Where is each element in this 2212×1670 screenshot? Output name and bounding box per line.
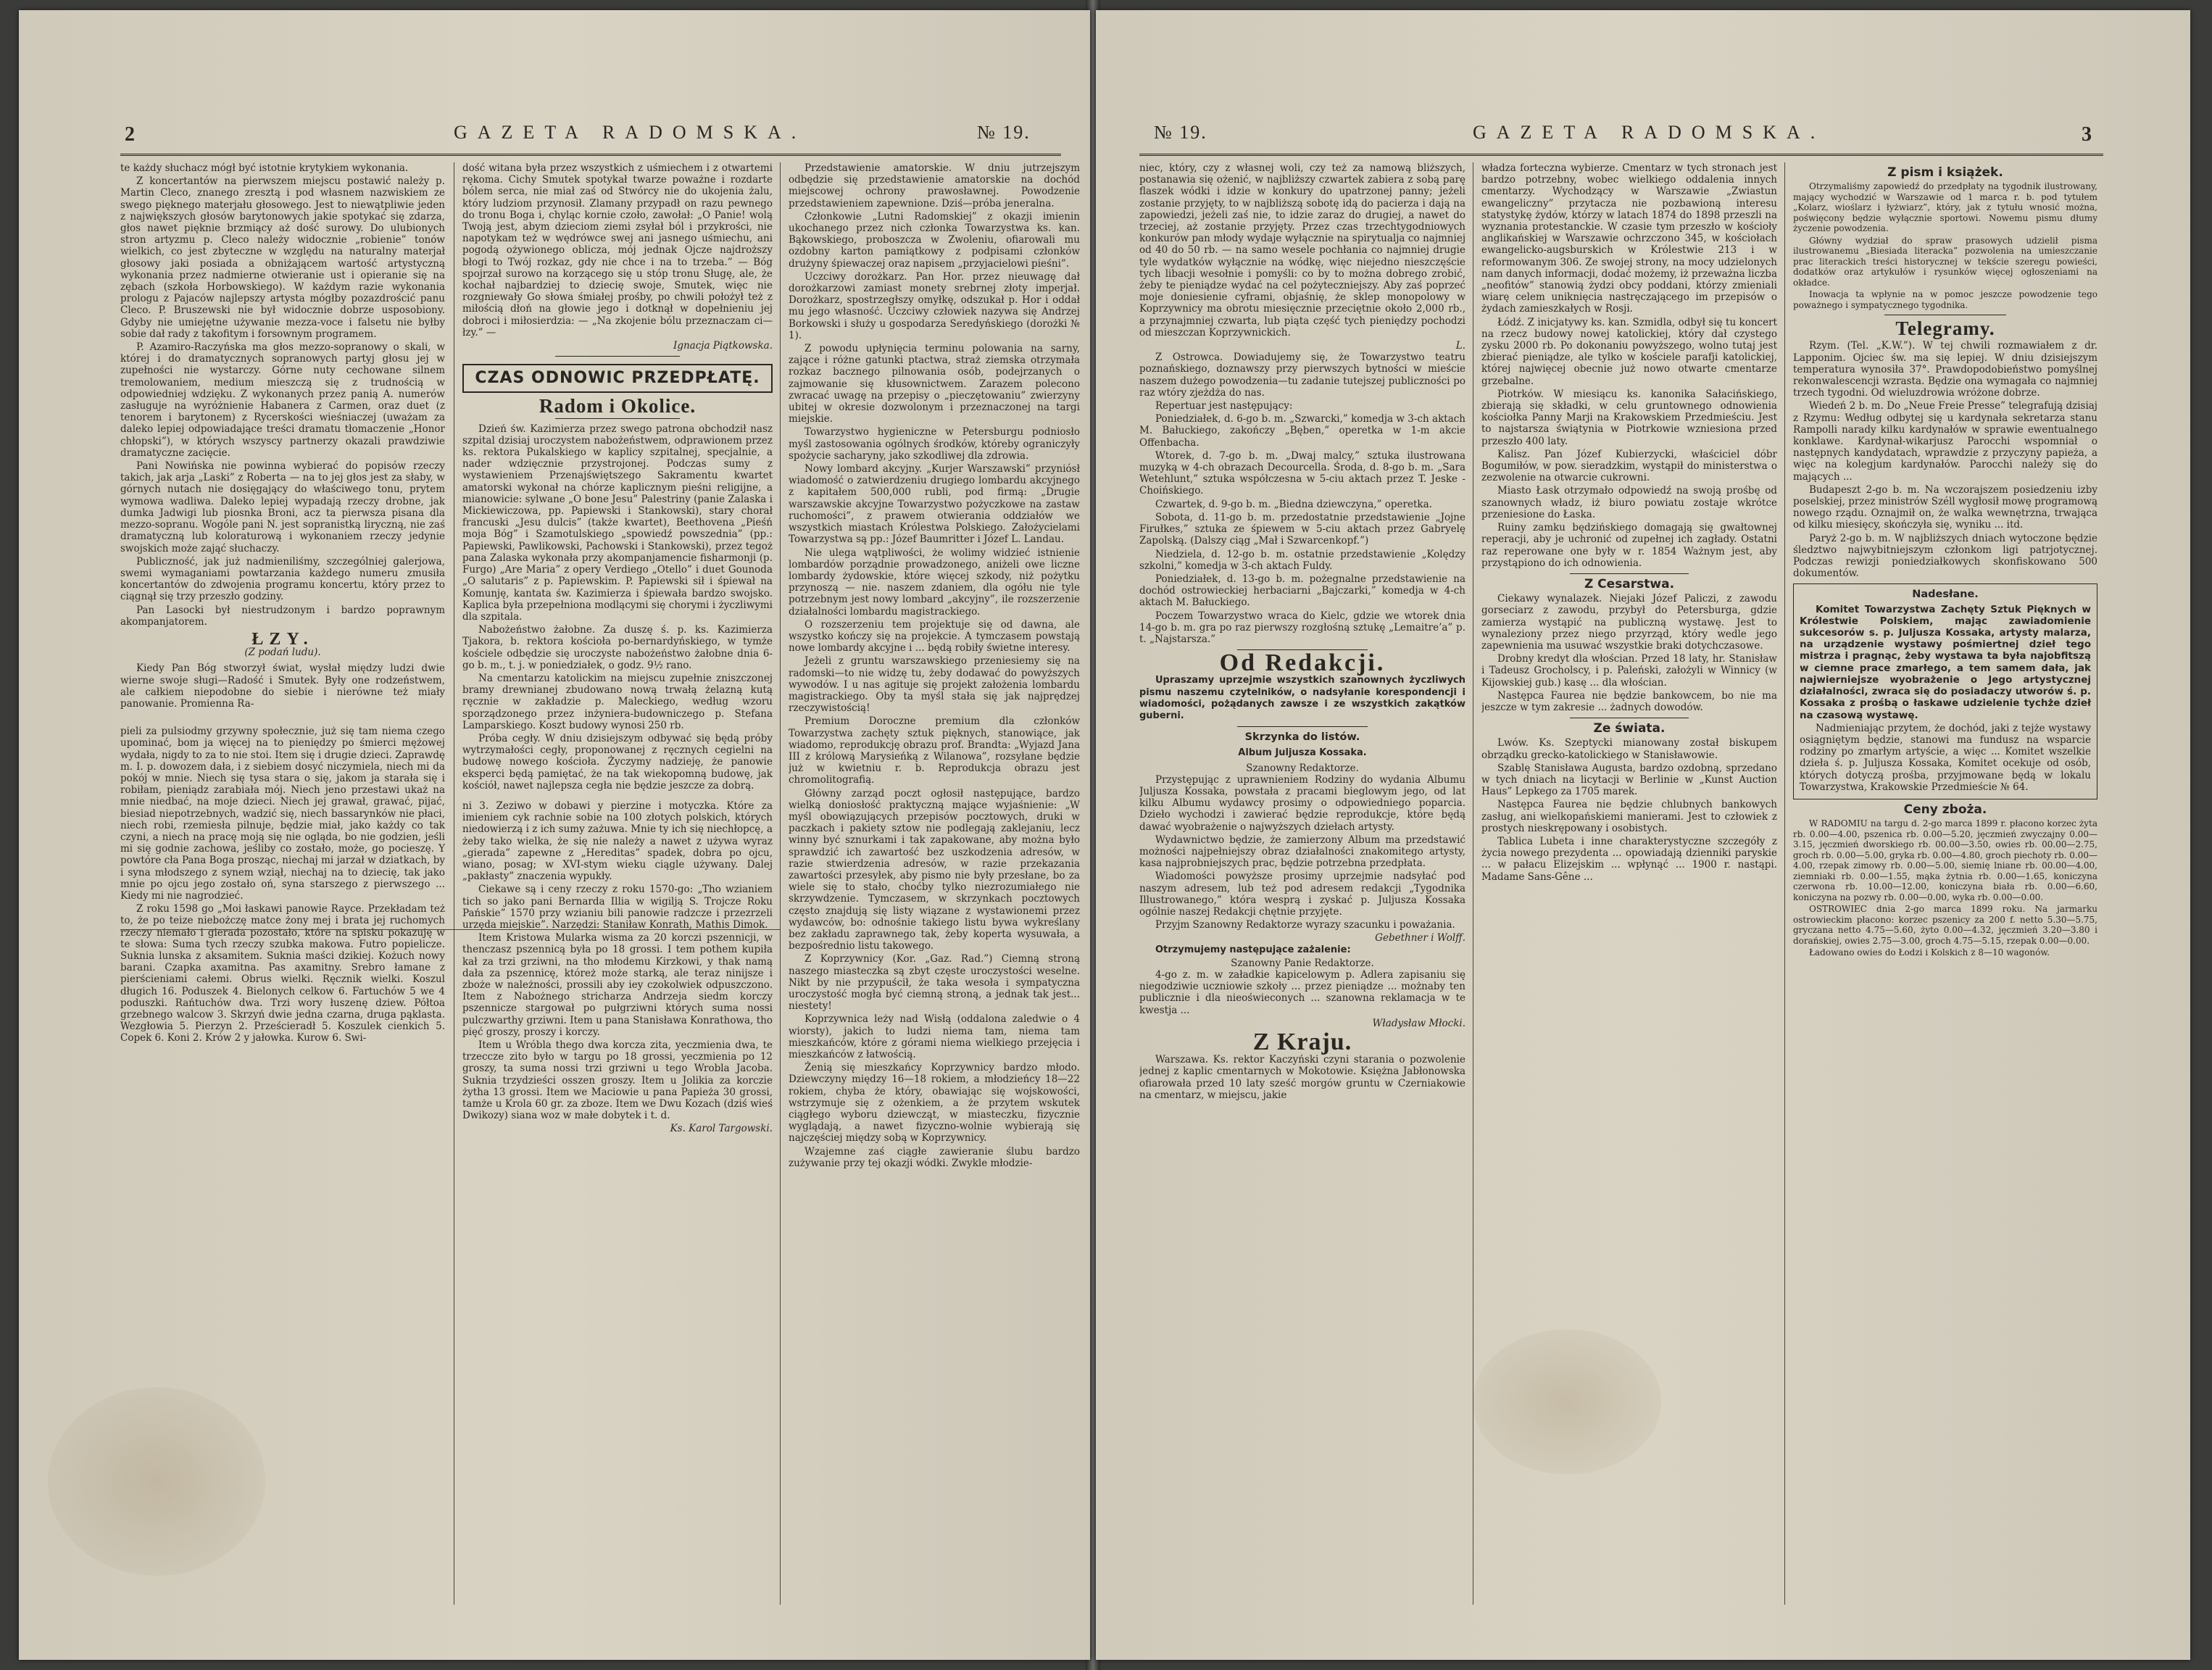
masthead-title: GAZETA RADOMSKA. (1473, 122, 1826, 143)
paragraph: niec, który, czy z własnej woli, czy też za namową bliższych, postanawia się ożenić, w najbliższy czwartek zabiera z sobą parę flaszek wódki i idzie w konkury do upatrzonej panny; jeżeli zostanie przyjęty, to w najbliższą sobotę idą do pacierza i dają na zapowiedzi, jeżeli zaś nie, to idzie zaraz do drugiej, a nawet do trzeciej, aż zostanie przyjęty. Przez czas trzechtygodniowych konkurów pan młody wydaje wyłącznie na spirytualja co najmniej od 40 do 50 rb. — na samo wesele pochłania co najmniej drugie tyle wydatków wyłącznie na wódkę, więc niejedno nieszczęście tych libacji wesołnie i pomyśli: co by to można dobrego zrobić, żeby te pieniądze wydać na cel pożyteczniejszy. Aby zaś poprzeć moje doniesienie cyframi, objaśnię, że sklep monopolowy w Koprzywnicy ma obrotu miesięcznie przeciętnie około 2,000 rb., a przynajmniej czwarta, lub piąta część tych pieniędzy pochodzi od mieszczan Koprzywnickich. (1139, 162, 1465, 338)
poem-subtitle: (Z podań ludu). (244, 647, 321, 659)
column-3 (1793, 162, 2097, 1605)
paragraph: Główny zarząd poczt ogłosił następujące, bardzo wielką doniosłość praktyczną mające wyjaśnienie: „W myśl obowiązujących przepisów pocztowych, druki w paczkach i pakiety sztow nie podlegają zaklejaniu, lecz winny być sznurkami i tak zapakowane, aby można było sprawdzić ich zawartość bez uszkodzenia adresów, w razie stwierdzenia adresów, w razie przekazania zawartości przesyłek, aby pismo nie były przesłane, bo za wiele się to stało, choćby tylko niezrozumiałego nie skrzywdzenie. Tymczasem, w skrzynkach pocztowych często znajdują się listy wiązane z wystawionemi przez wydawców, bo: odnośnie takiego listu bywa wykreślany bez zakładu zaprawnego tak, żeby koperta wysuwała, a bezpośrednio listu takowego. (789, 787, 1080, 952)
paragraph: 4-go z. m. w załadkie kapicelowym p. Adlera zapisaniu się niegodziwie uczniowie szkoły ... przez pieniądze ... możnaby ten publicznie i dla nieoświeconych ... szanowna reklamacja w te kwestja ... (1139, 969, 1465, 1016)
paragraph: Sobota, d. 11-go b. m. przedostatnie przedstawienie „Jojne Firułkes,” sztuka ze śpiewem w 5-ciu aktach przez Gabryelę Zapolską. (Dalszy ciąg „Mał i Szwarcenkopf.”) (1139, 511, 1465, 547)
paragraph: Otrzymaliśmy zapowiedź do przedpłaty na tygodnik ilustrowany, mający wychodzić w Warszawie od 1 marca r. b. pod tytułem „Kolarz, wioślarz i łyżwiarz”, który, jak z tytułu wnosić można, poświęcony będzie wyłącznie sportowi. Nowemu pismu dłumy życzenie powodzenia. (1793, 181, 2097, 234)
header-rule (120, 154, 1061, 156)
paragraph: O rozszerzeniu tem projektuje się od dawna, ale wszystko kończy się na projekcie. A tymczasem powstają nowe lombardy akcyjne i ... będą robiły świetne interesy. (789, 618, 1080, 655)
paragraph: Wiadomości powyższe prosimy uprzejmie nadsyłać pod naszym adresem, lub też pod adresem redakcji „Tygodnika Illustrowanego,” która wesprą i zyskać p. Juljusza Kossaka ogólnie naszej Redakcji chętnie przyjęte. (1139, 871, 1465, 918)
paragraph: Dzień św. Kazimierza przez swego patrona obchodził nasz szpital dzisiaj uroczystem nabożeństwem, odprawionem przez ks. rektora Pukalskiego w kaplicy szpitalnej, specjalnie, a nader wdzięcznie przystrojonej. Podczas sumy z wystawieniem Przenajświętszego Sakramentu kwartet amatorski wykonał na chórze kaplicznym pieśni religijne, a mianowicie: sylwane „O bone Jesu” Palestriny (panie Zalaska i Mickiewiczowa, pp. Papiewski i Stankowski), stary chorał francuski „Jesu dulcis” (także kwartet), Beethovena „Pieśń moja Bóg” i Szamotulskiego „spowiedź powszednia” (pp.: Papiewski, Pawlikowski, Pachowski i Stankowski), przez tegoż pana Zalaska wykonała przy akompanjamencie fisharmonji (p. Furgo) „Are Maria” z opery Verdiego „Otello” i duet Gounoda „O salutaris” z p. Papiewskim. P. Papiewski sił i śpiewał na Komunję, kantata św. Kazimierza i śpiewała bardzo swojsko. Kaplica była przepełniona modlącymi się chorymi i życzliwymi dla szpitala. (462, 423, 773, 623)
section-title: Radom i Okolice. (539, 395, 697, 418)
header-rule (1139, 154, 2103, 156)
paragraph: Kalisz. Pan Józef Kubierzycki, właściciel dóbr Bogumiłów, w pow. sieradzkim, wystąpił do ministerstwa o zezwolenie na otwarcie cukrowni. (1481, 448, 1777, 484)
signature: L. (1455, 340, 1465, 352)
paragraph: Ciekawy wynalazek. Niejaki Józef Paliczi, z zawodu gorseciarz z zawodu, przybył do Petersburga, gdzie zamierza wystąpić na publiczną wystawę. Jest to wynaleziony przez niego przyrząd, który wedle jego zapewnienia ma usuwać wszystkie braki dotychczasowe. (1481, 593, 1777, 652)
issue-number: № 19. (1154, 122, 1207, 143)
salutation: Szanowny Panie Redaktorze. (1231, 957, 1374, 969)
paragraph: Premium Doroczne premium dla członków Towarzystwa zachęty sztuk pięknych, stanowiące, jak wiadomo, reprodukcję obrazu prof. Brandta: „Wyjazd Jana III z królową Marysieńką z Wilanowa”, rozsyłane będzie już w kwietniu r. b. Reprodukcja obrazu jest chromolitografią. (789, 715, 1080, 786)
paragraph: Nie ulega wątpliwości, że wolimy widzieć istnienie lombardów porządnie prowadzonego, aniżeli owe liczne lombardy żydowskie, które więcej szkody, niż pożytku przynoszą — nie. naszem zdaniem, dla ogółu nie tyle potrzebnym jest nowy lombard „akcyjny”, ile rozszerzenie działalności lombardu magistrackiego. (789, 547, 1080, 618)
grain-prices: W RADOMIU na targu d. 2-go marca 1899 r. płacono korzec żyta rb. 0.00—4.00, pszenica rb. 0.00—5.20, jęczmień zwyczajny 0.00—3.15, jęczmień dworskiego rb. 00.00—3.50, owies rb. 00.00—2.75, groch rb. 0.00—5.00, gryka rb. 0.00—4.80, groch piechoty rb. 0.00—4.00, rzepak zimowy rb. 0.00—5.00, siemię lniane rb. 00.00—4.00, ziemniaki rb. 0.00—1.55, mąka żytnia rb. 0.00—1.65, koniczyna czerwona rb. 10.00—12.00, koniczyna biała rb. 0.00—6.60, koniczyna na pozwy rb. 0.00—0.00, wyka rb. 0.00—0.00. (1793, 818, 2097, 902)
paragraph: Piotrków. W miesiącu ks. kanonika Sałacińskiego, zbierają się składki, w celu gruntownego odnowienia kościołka Panny Marji na Krakowskiem Przedmieściu. Jest to najstarsza świątynia w Piotrkowie wzniesiona przed przeszło 400 laty. (1481, 388, 1777, 447)
section-title: Z pism i książek. (1887, 165, 2003, 180)
paragraph: Z Koprzywnicy (Kor. „Gaz. Rad.”) Ciemną stroną naszego miasteczka są zbyt częste uroczystości weselne. Nikt by nie przypuścił, że taka wesoła i sympatyczna uroczystość mogła być ciemną stroną, a jednak tak jest... niestety! (789, 953, 1080, 1013)
column-1 (1139, 162, 1465, 1605)
paragraph: Item u Wróbla thego dwa korcza zita, yeczmienia dwa, te trzeccze zito było w targu po 18 grossi, yeczmienia po 12 groszy, ta suma nossi trzi grziwni u tego Wrobla Jacoba. Suknia trzydzieści osszen groszy. Item u Jolikia za korczie żytha 13 grossi. Item we Maciowie u pana Papieża 30 grossi, tamże u Krola 60 gr. za zboze. Item we Dwu Kozach (dziś wieś Dwikozy) siana woz w małe dobytek i t. d. (462, 1039, 773, 1122)
paragraph: Nowy lombard akcyjny. „Kurjer Warszawski” przyniósł wiadomość o zatwierdzeniu drugiego lombardu akcyjnego z kapitałem 500,000 rubli, pod firmą: „Drugie warszawskie akcyjne Towarzystwo pożyczkowe na zastaw ruchomości”, z prawem otwierania oddziałów we wszystkich miastach Królestwa Polskiego. Założycielami Towarzystwa są pp.: Józef Baumritter i Józef L. Landau. (789, 463, 1080, 546)
paragraph: Główny wydział do spraw prasowych udzielił pisma ilustrowanemu „Biesiada literacka” pozwolenia na umieszczanie prac literackich treści historycznej w tekście szeregu powieści, dodatków oraz artykułów i rysunków więcej ogłoszeniami na okładce. (1793, 235, 2097, 288)
column-1 (120, 162, 445, 1605)
page-header (1096, 119, 2190, 151)
mailbox-title: Skrzynka do listów. (1244, 731, 1360, 744)
issue-number: № 19. (977, 122, 1031, 143)
paragraph: Pan Lasocki był niestrudzonym i bardzo poprawnym akompanjatorem. (120, 604, 445, 628)
page-number: 2 (125, 123, 135, 146)
paragraph: Kiedy Pan Bóg stworzył świat, wysłał między ludzi dwie wierne swoje sługi—Radość i Smutek. Były one rodzeństwem, ale całkiem niepodobne do siebie i nierówne też miały panowanie. Promienna Ra- (120, 662, 445, 710)
paragraph: Inowacja ta wpłynie na w pomoc jeszcze powodzenie tego poważnego i sympatycznego tygodnika. (1793, 289, 2097, 310)
paragraph: Z powodu upłynięcia terminu polowania na sarny, zające i różne gatunki ptactwa, straż ziemska otrzymała rozkaz bacznego pilnowania osób, podejrzanych o zajmowanie się kłusownictwem. Zarazem polecono zwracać uwagę na przepisy o „pieczętowaniu” zwierzyny ubitej w okresie dozwolonym i przeznaczonej na targi miejskie. (789, 343, 1080, 425)
paragraph: Z Ostrowca. Dowiadujemy się, że Towarzystwo teatru poznańskiego, doznawszy przy pierwszych bytności w mieście naszem dużego powodzenia—tu zadanie tutejszej publiczności po raz wtóry zjeżdża do nas. (1139, 352, 1465, 399)
paragraph: Na cmentarzu katolickim na miejscu zupełnie zniszczonej bramy drewnianej zbudowano nową trwałą żelazną kutą ręcznie w zakładzie p. Maleckiego, według wzoru sporządzonego przez inżyniera-budowniczego p. Stefana Lamparskiego. Koszt budowy wynosi 250 rb. (462, 672, 773, 731)
section-title: Telegramy. (1895, 317, 1995, 340)
paragraph: Otrzymujemy następujące zażalenie: (1155, 944, 1351, 955)
paragraph: Niedziela, d. 12-go b. m. ostatnie przedstawienie „Kolędzy szkolni,” komedja w 3-ch aktach Fuldy. (1139, 548, 1465, 572)
section-title: Z Kraju. (1252, 1029, 1352, 1056)
paragraph: Ciekawe są i ceny rzeczy z roku 1570-go: „Tho wzianiem tich so jako pani Bernarda Illia w wigilją S. Trojcze Roku Pańskie” 1570 przy wzianiu bili panowie radzcze i przezrzeli urzęda miejskie”. Narzędzi: Staniław Konrath, Mathis Dimok. (462, 884, 773, 931)
paragraph: Komitet Towarzystwa Zachęty Sztuk Pięknych w Królestwie Polskiem, mając zawiadomienie sukcesorów s. p. Juljusza Kossaka, artysty malarza, na urządzenie wystawy pośmiertnej dzieł tego mistrza i pragnąc, żeby wystawa ta była najobfitszą w ciemne prace zmarłego, a tem samem dała, jak najwierniejsze wyobrażenie o Jego artystycznej działalności, zwraca się do posiadaczy utworów ś. p. Kossaka z prośbą o łaskawe udzielenie tychże dzieł na czasową wystawę. (1800, 603, 2091, 721)
paragraph: Miasto Łask otrzymało odpowiedź na swoją prośbę od szanownych władz, iż biuro powiatu zostaje wkrótce przeniesione do Łaska. (1481, 485, 1777, 520)
column-divider (1784, 162, 1785, 1605)
paragraph: Z koncertantów na pierwszem miejscu postawić należy p. Martin Cleco, znanego zresztą i pod własnem nazwiskiem ze swego pięknego materjału głosowego. Jest to niewątpliwie jeden z największych głosów barytonowych jakie spotykać się zdarza, głos nawet pięknie brzmiący aż dość surowy. Do ulubionych stron artyzmu p. Cleco należy widocznie „robienie” tonów wielkich, co jest zbyteczne w względu na naturalny materjał głosowy jaki posiada a obniżającem wartość artystyczną wykonania przez nadmierne otwieranie ust i opieranie się na zębach (szkoła Horbowskiego). W każdym razie wykonania prologu z Pajaców najlepszy artysta mógłby pozazdrościć panu Cleco. P. Bruszewski nie był widocznie dobrze usposobiony. Gdyby nie umiejętne używanie mezza-voce i falsetu nie byłby sobie dał rady z takofitym i forsownym programem. (120, 175, 445, 340)
divider (555, 418, 679, 419)
paragraph: dość witana była przez wszystkich z uśmiechem i z otwartemi rękoma. Cichy Smutek spotykał twarze poważne i rozdarte bólem serca, nie miał zaś od Stwórcy nie do ukojenia żalu, który ludziom przynosił. Zlamany przypadł on razu pewnego do tronu Boga i, chyląc kornie czoło, zawołał: „O Panie! wolą Twoją jest, abym dzieciom ziemi zsyłał ból i przykrości, nie napotykam też w wędrówce swej ani jasnego uśmiechu, ani pogodą ożywionego oblicza, mój jednak Ojcze najdroższy błogi to Twój rozkaz, gdy nie chce i na to trzeba.” — Bóg spojrzał surowo na korzącego się u stóp tronu Sługę, ale, że kochał najbardziej to dziecię swoje, Smutek, więc nie rozgniewały Go słowa śmiałej prośby, po chwili położył też z miłością dłoń na głowie jego i dotknął w dopełnieniu jej dobroci i miłosierdzia: — „Na zkojenie bólu przeznaczam ci—łzy.” — (462, 162, 773, 338)
paragraph: Szablę Stanisława Augusta, bardzo ozdobną, sprzedano w tych dniach na licytacji w Berlinie w „Kunst Auction Haus” Lepkego za 1705 marek. (1481, 762, 1777, 798)
signature: Ks. Karol Targowski. (670, 1123, 773, 1135)
paragraph: Poniedziałek, d. 13-go b. m. pożegnalne przedstawienie na dochód ostrowieckiej herbaciarni „Bajczarki,” komedja w 4-ch aktach M. Bałuckiego. (1139, 573, 1465, 609)
page-number: 3 (2082, 123, 2092, 146)
paragraph: Następca Faurea nie będzie chlubnych bankowych zasług, ani wielkopańskiemi manierami. Jest to człowiek z prostych nieskrępowany i osobistych. (1481, 799, 1777, 834)
section-title: Ceny zboża. (1903, 802, 1987, 817)
paragraph: Przedstawienie amatorskie. W dniu jutrzejszym odbędzie się przedstawienie amatorskie na dochód miejscowej ochrony prawosławnej. Powodzenie przedstawieniem zapewnione. Dziś—próba jeneralna. (789, 162, 1080, 209)
column-2 (1481, 162, 1777, 1605)
divider (555, 356, 679, 357)
paragraph: te każdy słuchacz mógł być istotnie krytykiem wykonania. (120, 162, 409, 174)
signature: Władysław Młocki. (1372, 1017, 1465, 1029)
section-title: Ze świata. (1593, 721, 1666, 736)
paragraph: Budapeszt 2-go b. m. Na wczorajszem posiedzeniu izby poselskiej, przez ministrów Széll wygłosił mowę programową nowego rządu. Oznajmił on, że walka wewnętrzna, trwająca od kilku miesięcy, skończyła się, wyniku ... itd. (1793, 483, 2097, 531)
subscription-notice: CZAS ODNOWIC PRZEDPŁATĘ. (462, 364, 773, 393)
page-header (19, 119, 1090, 151)
paragraph: Przystępując z uprawnieniem Rodziny do wydania Albumu Juljusza Kossaka, powstała z pracami bieglowym jego, od lat kilku Albumu wydawcy prosimy o odpowiedniego poparcia. Dzieło wychodzi i zawierać będzie reprodukcje, które będą dawać wyobrażenie o najwyższych dziełach artysty. (1139, 773, 1465, 833)
paragraph: Następca Faurea nie będzie bankowcem, bo nie ma jeszcze w tym zakresie ... żadnych dowodów. (1481, 689, 1777, 713)
paragraph: Członkowie „Lutni Radomskiej” z okazji imienin ukochanego przez nich członka Towarzystwa ks. kan. Bąkowskiego, proboszcza w Zwoleniu, ofiarowali mu ozdobny karton pamiątkowy z podpisami członków drużyny śpiewaczej oraz napisem „przyjacielowi pieśni”. (789, 210, 1080, 270)
paragraph: Drobny kredyt dla włościan. Przed 18 laty, hr. Stanisław i Tadeusz Grocholscy, i p. Paleński, założyli w Winnicy (w Kijowskiej gub.) kasę ... dla włościan. (1481, 653, 1777, 689)
paragraph: Pani Nowińska nie powinna wybierać do popisów rzeczy takich, jak arja „Laski” z Roberta — na to jej głos jest za słaby, w górnych nutach nie dosięgający do właściwego tonu, prytem wymowa wadliwa. Daleko lepiej wypadają rzeczy drobne, jak dumka Jadwigi lub piosnka Broni, acz ta pierwsza pisana dla mezzo-sopranu. Wogóle pani N. jest sopranistką liryczną, nie zaś dramatyczną lub koloraturową i wykonaniem rzeczy jedynie swojskich może zająć słuchaczy. (120, 460, 445, 554)
paragraph: Lwów. Ks. Szeptycki mianowany został biskupem obrządku grecko-katolickiego w Stanisławowie. (1481, 737, 1777, 761)
paragraph: pieli za pulsiodmy grzywny społecznie, już się tam niema czego upominać, bom ja więcej na to pieniędzy po śmierci mężowej wydała, nigdy to za to nie stoi. Item się i drugie dzieci. Zaprawdę m. I. p. dowozem dała, i z siebiem dosyć niczymiela, niech mi da pokój w mnie. Niech się tysa stara o się, jakom ja starała się i robiłam, pieniądz zarabiała mój. Niech jeno przestawi ukaż na mnie niedbać, na moje dzieci. Niech jej grawał, grawać, pijać, biesiad niepotrzebnych, wadzić się, niech bassarynków nie płaci, niech robi, rzemiesła pilnuje, będzie miał, jako każdy co tak czyni, a niech na pracę moją się nie ogląda, bo nie godzien, jeśli mi się godnie zachowa, jeśliby co zostało, może, go pocieszę. Y powtóre cła Pana Boga prosząc, niechaj mi jarzał w dziatkach, by i syna młodszego z synem wziął, niechaj na to dziecię, tak jako mnie po ojcu jego zostało oń, syna starszego z pierwszego ... Kiedy mi nie nagrodzieć. (120, 726, 445, 902)
paragraph: Publiczność, jak już nadmieniliśmy, szczególniej galerjowa, swemi wymaganiami powtarzania każdego numeru zmusiła koncertantów do zdwojenia programu koncertu, który przez to ciągnął się trzy przeszło godziny. (120, 555, 445, 603)
signature: Gebethner i Wolff. (1375, 932, 1465, 944)
right-page (1096, 10, 2190, 1660)
paragraph: Żenią się mieszkańcy Koprzywnicy bardzo młodo. Dziewczyny między 16—18 rokiem, a młodzieńcy 18—22 rokiem, chyba że który, obawiając się wojskowości, wstrzymuje się z ożenkiem, a że przytem wskutek ciągłego wyboru dziewcząt, w miasteczku, fizycznie wyglądają, a nawet fizyczno-wolnie wybierają się najczęściej między sobą w Koprzywnicy. (789, 1062, 1080, 1145)
paragraph: Wtorek, d. 7-go b. m. „Dwaj malcy,” sztuka ilustrowana muzyką w 4-ch obrazach Decourcella. Środa, d. 8-go b. m. „Sara Wetehlunt,” sztuka współczesna w 5-ciu aktach przez T. Jeske - Choińskiego. (1139, 449, 1465, 497)
signature: Ignacja Piątkowska. (673, 340, 773, 352)
salutation: Szanowny Redaktorze. (1246, 762, 1359, 774)
paragraph: Poniedziałek, d. 6-go b. m. „Szwarcki,” komedja w 3-ch aktach M. Bałuckiego, zakończy „Bęben,” operetka w 1-m akcie Offenbacha. (1139, 413, 1465, 449)
paragraph: Uczciwy dorożkarz. Pan Hor. przez nieuwagę dał dorożkarzowi zamiast monety srebrnej złoty imperjał. Dorożkarz, spostrzegłszy omyłkę, odszukał p. Hor i oddał mu jego własność. Uczciwy człowiek nazywa się Andrzej Borkowski i służy u gospodarza Seredyńskiego (dorożki № 1). (789, 270, 1080, 341)
paragraph: Wydawnictwo będzie, że zamierzony Album ma przedstawić możności najpełniejszy obraz działalności znakomitego artysty, kasa najprobniejszych prac, będzie potrzebna przedpłata. (1139, 834, 1465, 870)
section-title: Od Redakcji. (1219, 649, 1386, 677)
paragraph: Przyjm Szanowny Redaktorze wyrazy szacunku i poważania. (1155, 919, 1455, 931)
grain-prices: Ładowano owies do Łodzi i Kolskich z 8—10 wagonów. (1809, 947, 2050, 958)
paragraph: Próba cegły. W dniu dzisiejszym odbywać się będą próby wytrzymałości cegły, proponowanej z ręcznych cegielni na budowę nowego kościoła. Życzymy nadzieję, że panowie eksperci będą pamiętać, że na tak wiekopomną budowę, jak kościół, nawet najlepsza cegła nie będzie jeszcze za dobrą. (462, 732, 773, 792)
column-2 (462, 162, 773, 1605)
divider (1237, 726, 1368, 727)
paragraph: Nadmieniając przytem, że dochód, jaki z tejże wystawy osiągniętym będzie, stanowi ma fundusz na wsparcie rodziny po zmarłym artyście, a więc ... Komitet wszelkie dzieła ś. p. Juljusza Kossaka, Komitet ocekuje od osób, których dotyczą prośba, przyjmowane będą w lokalu Towarzystwa, Krakowskie Przedmieście № 64. (1800, 722, 2091, 793)
paragraph: Paryż 2-go b. m. W najbliższych dniach wytoczone będzie śledztwo najwybitniejszym członkom ligi patrjotycznej. Podczas rewizji poniedziałkowych skonfiskowano 500 dokumentów. (1793, 532, 2097, 580)
paragraph: Ruiny zamku będzińskiego domagają się gwałtownej reperacji, aby je uchronić od zupełnej ich zagłady. Ostatni raz reperowane one były w r. 1854 Ważnym jest, aby przystąpiono do ich odnowienia. (1481, 522, 1777, 569)
column-3 (789, 162, 1080, 1605)
paragraph: Czwartek, d. 9-go b. m. „Biedna dziewczyna,” operetka. (1155, 498, 1432, 510)
column-divider (780, 162, 781, 1605)
paragraph: Z roku 1598 go „Moi łaskawi panowie Rayce. Przekładam też to, że po teize niebożczę matce żony mej i brata jej ruchomych rzeczy niemało i gierada pozostało, które na spisku pokazuję w te słowa: Suma tych rzeczy szubka makowa. Futro popielicze. Suknia lunska z aksamitem. Suknia maści dzikiej. Kożuch nowy barani. Czapka axamitna. Pas axamitny. Srebro łamane z pierścieniami całemi. Obrus wielki. Ręcznik wielki. Koszul długich 16. Poduszek 4. Bielonych celkow 6. Fartuchów 5 we 4 poduszki. Rańtuchów dwa. Trzi wory łuszenę dziew. Półtoa grzebnego walcow 3. Skrzyń dwie jedna czarna, druga pąklasta. Wezgłowia 5. Pierzyn 2. Prześcieradł 5. Koszulek cienkich 5. Copek 6. Koni 2. Krów 2 y jałowka. Kurow 6. Swi- (120, 903, 445, 1044)
section-title: Z Cesarstwa. (1584, 576, 1675, 591)
divider (1570, 573, 1688, 574)
mailbox-subtitle: Album Juljusza Kossaka. (1238, 747, 1367, 759)
masthead-title: GAZETA RADOMSKA. (454, 122, 807, 143)
announcement-box (1793, 583, 2097, 799)
paragraph: Jeżeli z gruntu warszawskiego przeniesiemy się na radomski—to nie widzę tu, żeby dodawać do powyższych wywodów. I u nas agituje się projekt założenia lombardu magistrackiego. Oby ta myśl stała się jak najprędzej rzeczywistością! (789, 655, 1080, 715)
paragraph: Nabożeństwo żałobne. Za duszę ś. p. ks. Kazimierza Tjakora, b. rektora kościoła po-bernardyńskiego, w tymże kościele odbędzie się uroczyste nabożeństwo żałobne dnia 6-go b. m., t. j. w poniedziałek, o godz. 9½ rano. (462, 624, 773, 671)
section-title: Nadesłane. (1912, 589, 1979, 601)
paragraph: władza forteczna wybierze. Cmentarz w tych stronach jest bardzo potrzebny, wobec wielkiego oddalenia innych cmentarzy. Wychodzący w Warszawie „Zwiastun ewangeliczny” przytacza nie pozbawioną interesu statystykę żydów, którzy w latach 1874 do 1898 przeszli na wyznania protestanckie. W czasie tym przeszło w kościoły anglikańskiej w Warszawie ochrzczono 345, w kościołach ewangelicko-augsburskich w Królestwie 213 i w reformowanym 306. Ze swojej strony, na mocy udzielonych nam danych informacji, dodać możemy, iż przeważna liczba „neofitów” stanowią żydzi obcy poddani, którzy zmieniali wiarę celem uniknięcia nastręczającego im przepisów o żydach zamieszkałych w Rosji. (1481, 162, 1777, 315)
paragraph: Towarzystwo hygieniczne w Petersburgu podniosło myśl zastosowania ogólnych środków, któreby ograniczyły spożycie sacharyny, jako szkodliwej dla zdrowia. (789, 426, 1080, 462)
paragraph: ni 3. Zeziwo w dobawi y pierzine i motyczka. Które za imieniem cyk rachnie sobie na 100 złotych polskich, których niedowierzą i z ich sumy zażuwa. Mnie ty ich się niechłopcę, a żeby tako wielka, że się nie należy a nawet z używa wyraz „gierada” zapewne z „Hereditas” spadek, dobra po ojcu, wiano, posag; w XVI-stym wieku ciągle używany. Dalej „pakłasty” znaczenia wypukły. (462, 799, 773, 883)
paragraph: Wiedeń 2 b. m. Do „Neue Freie Presse” telegrafują dzisiaj z Rzymu: Według odbytej się u kardynała sekretarza stanu Rampolli narady kilku kardynałów w sprawie ewentualnego konklawe. Kardynał-wikarjusz Parocchi wspomniał o następnych kandydatach, wprawdzie z przyczyny papieża, a więc na kolegjum kardynałów. Parocchi należy się do mających ... (1793, 400, 2097, 483)
left-page (19, 10, 1090, 1660)
poem-title: ŁZY. (251, 629, 314, 649)
paragraph: Item Kristowa Mularka wisma za 20 korczi pszennicji, w thenczasz pszennicą była po 18 grossi. I tem pothem kupiła kał za trzi grziwni, na tho młodemu Kirzkowi, y thak namą dała za pszennicę, któreż może starką, ale teraz ninijsze i zboże w należności, prossili aby iey czokolwiek odpuszczono. Item z Nabożnego stricharza Andrzeja siedm korczy pszennicze stargował po pułgrziwni których suma nossi pulczwarthy grziwni. Item u pana Stanisława Konrathowa, tho pięć groszy, proszy i korczy. (462, 932, 773, 1038)
paragraph: Rzym. (Tel. „K.W.”). W tej chwili rozmawiałem z dr. Lapponim. Ojciec św. ma się lepiej. W dniu dzisiejszym temperatura wynosiła 37°. Prawdopodobieństwo pomyślnej rekonwalescencji wzrasta. Będzie ona wymagała co najmniej trzech tygodni. Od wieluzdrowia wróżone dobrze. (1793, 340, 2097, 399)
paragraph: Łódź. Z inicjatywy ks. kan. Szmidla, odbył się tu koncert na rzecz budowy nowej katolickiej, który dał czystego zysku 2000 rb. Po dokonaniu powyższego, wolno tutaj jest zbierać pieniądze, ale tylko w kościele parafji katolickiej, której najwięcej obecnie już nowo otwarte cmentarze grzebalne. (1481, 316, 1777, 387)
paragraph: P. Azamiro-Raczyńska ma głos mezzo-sopranowy o skali, w której i do dramatycznych sopranowych partyj głosu jej w zupełności nie wystarczy. Górne nuty cechowane silnem tremolowaniem, medium mieszczą się z trudnością w odpowiedniej wdzięku. Z wykonanych przez panią A. numerów zasługuje na wyróżnienie Habanera z Carmen, oraz duet (z tenorem i barytonem) z Rycerskości wieśniaczej (uważam za daleko lepiej odpowiadające treści dramatu tłomaczenie „Honor chłopski”), w których wszyscy partnerzy okazali prawdziwie dramatyczne zacięcie. (120, 341, 445, 459)
paragraph: Wzajemne zaś ciągłe zawieranie ślubu bardzo zużywanie przy tej okazji wódki. Zwykle młodzie- (789, 1145, 1080, 1169)
grain-prices: OSTROWIEC dnia 2-go marca 1899 roku. Na jarmarku ostrowieckim płacono: korzec pszenicy za 200 f. netto 5.30—5.75, gryczana netto 4.75—5.60, żyto 0.00—4.32, jęczmień 3.20—3.80 i dorańskiej, owies 2.75—3.00, groch 4.75—5.15, rzepak 0.00—0.00. (1793, 904, 2097, 946)
paragraph: Poczem Towarzystwo wraca do Kielc, gdzie we wtorek dnia 14-go b. m. gra po raz pierwszy rozgłośną sztukę „Lemaitre’a” p. t. „Najstarsza.” (1139, 610, 1465, 645)
paragraph: Repertuar jest następujący: (1155, 400, 1293, 412)
paragraph: Warszawa. Ks. rektor Kaczyński czyni starania o pozwolenie jednej z kaplic cmentarnych w Mokotowie. Księżna Jabłonowska ofiarowała przed 10 laty sześć morgów gruntu w Czerniakowie na cmentarz, w miejscu, jakie (1139, 1054, 1465, 1101)
editorial-notice: Upraszamy uprzejmie wszystkich szanownych życzliwych pismu naszemu czytelników, o nadsyłanie korespondencji i wiadomości, pożądanych zawsze i ze wszystkich zakątków guberni. (1139, 675, 1465, 721)
paragraph: Koprzywnica leży nad Wisłą (oddalona zaledwie o 4 wiorsty), jakich to ludzi niema tam, niema tam mieszkańców, które z górami niema wielkiego przejęcia i mieszkańców z łatwością. (789, 1013, 1080, 1061)
paragraph: Tablica Lubeta i inne charakterystyczne szczegóły z życia nowego prezydenta ... opowiadają dzienniki paryskie ... w pałacu Elizejskim ... wpłynąć ... 1900 r. nastąpi. Madame Sans-Gêne ... (1481, 835, 1777, 883)
